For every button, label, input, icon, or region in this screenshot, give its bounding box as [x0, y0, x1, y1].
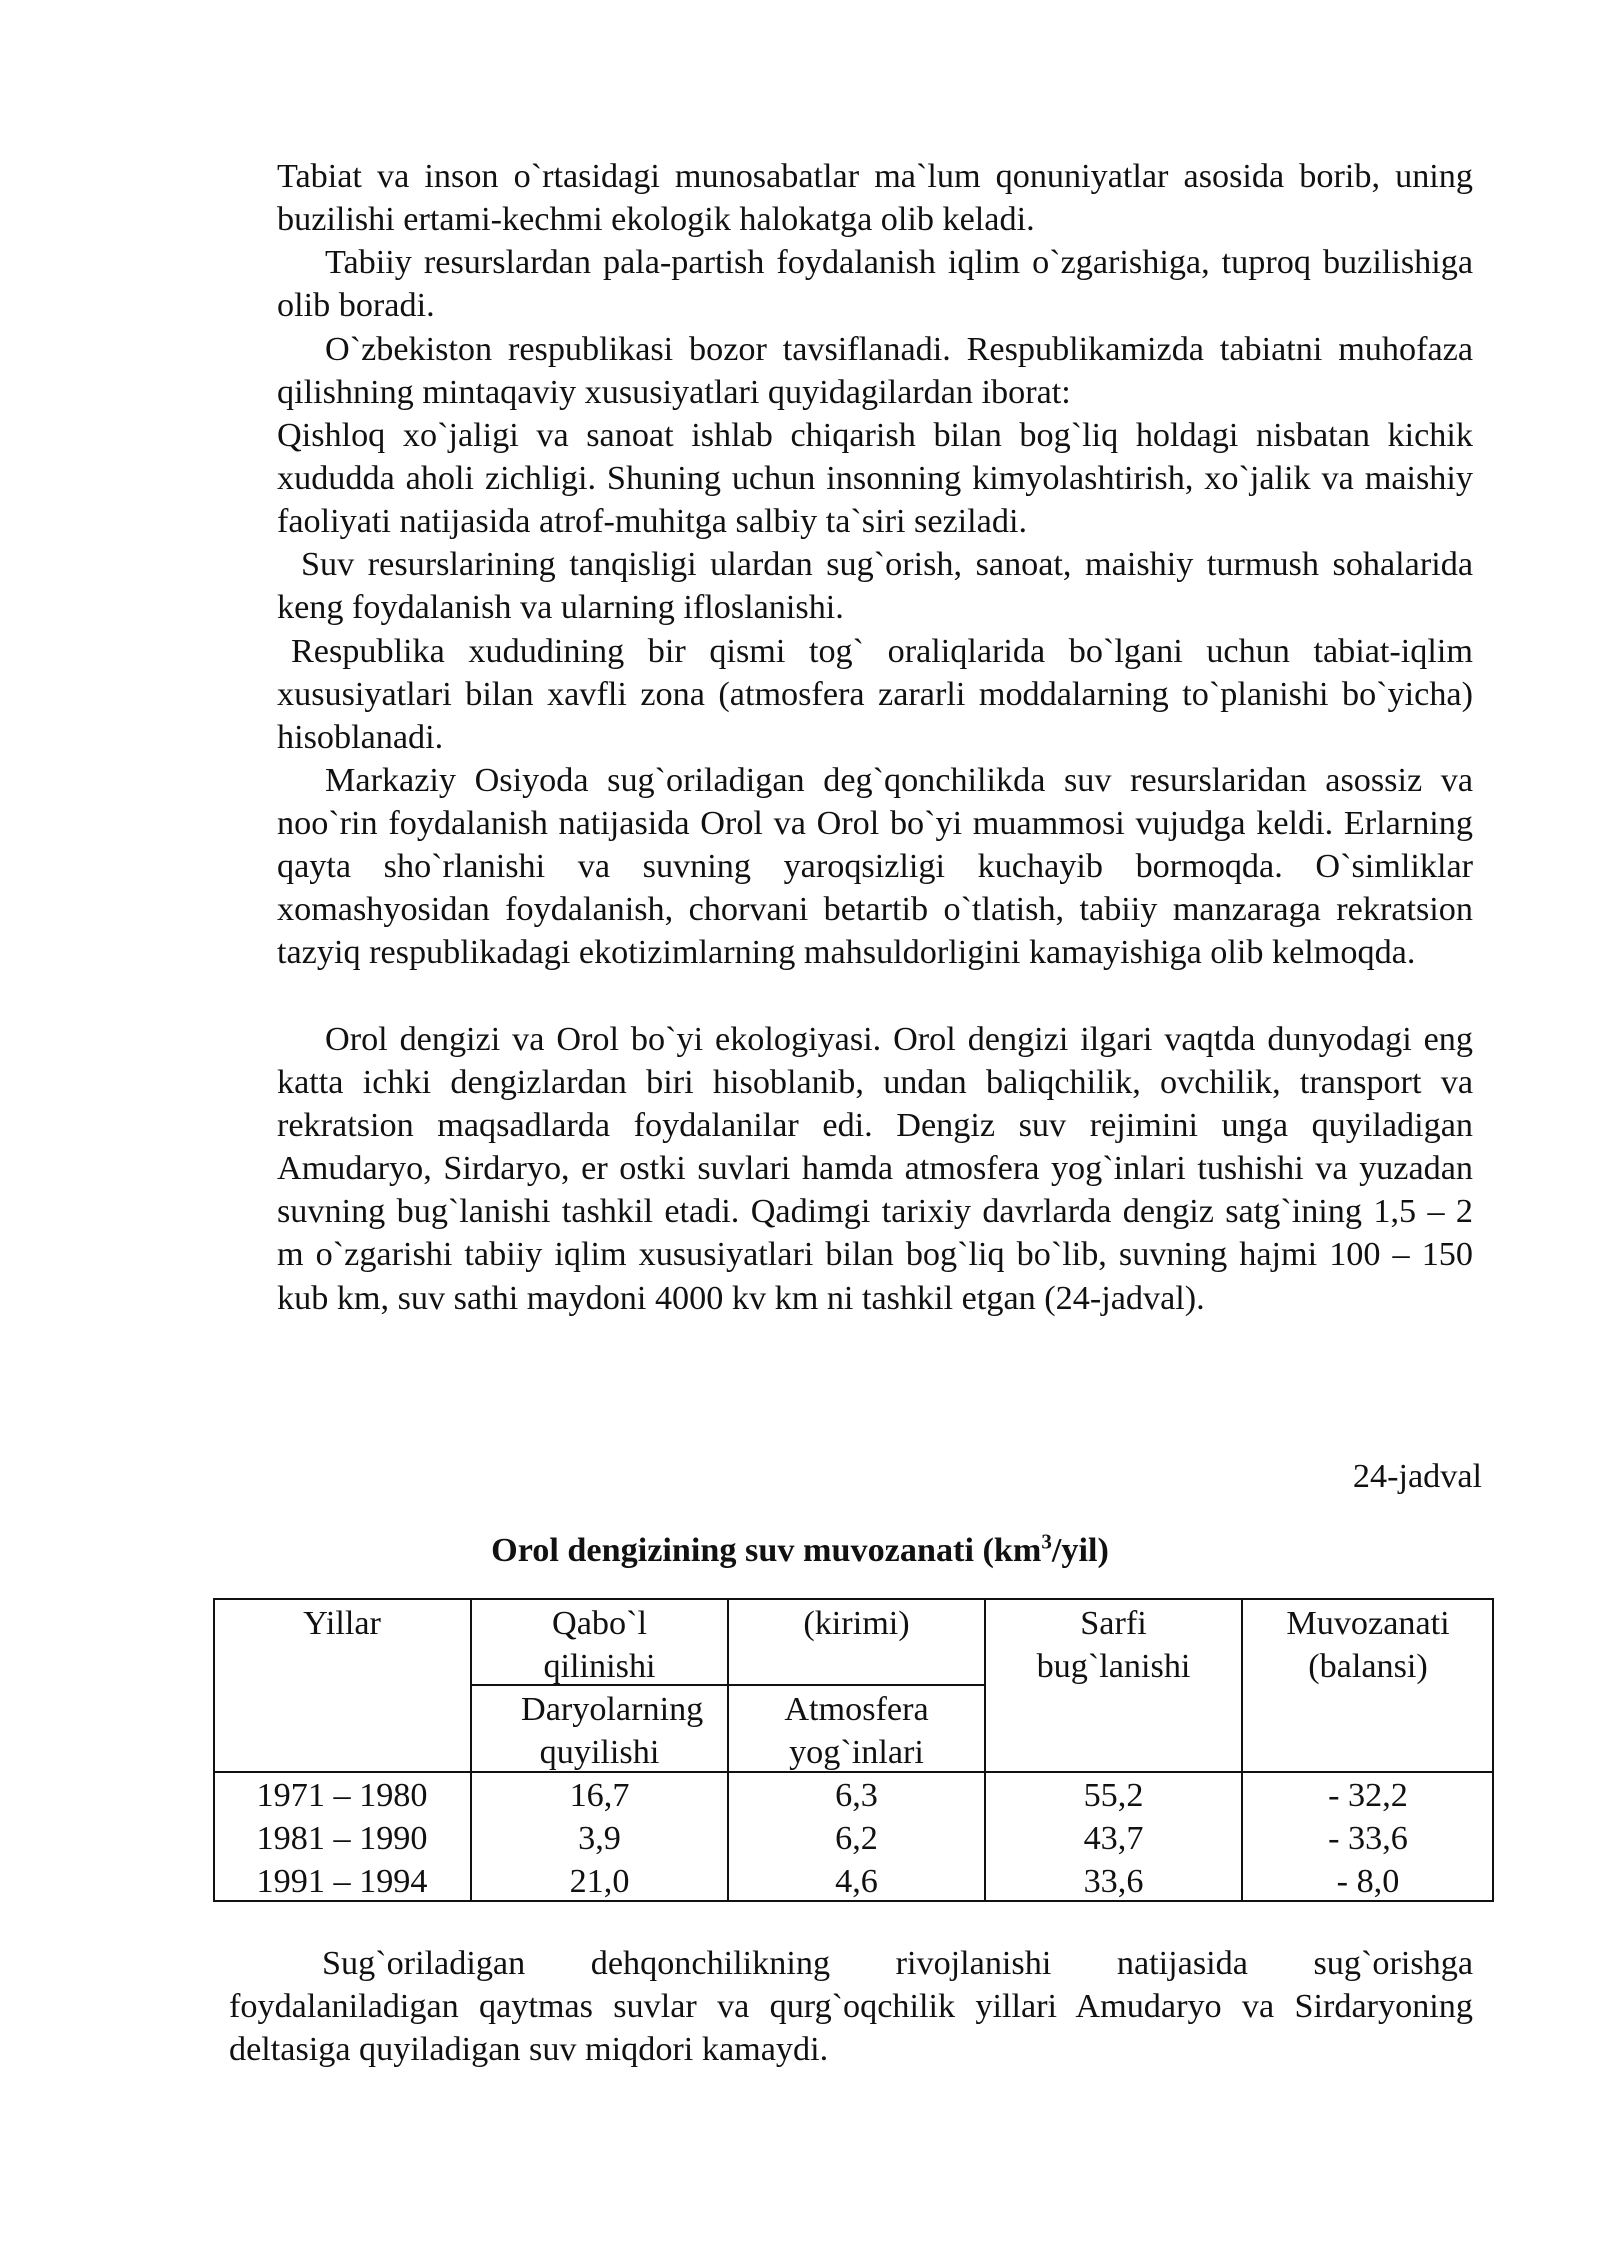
row-1-precipitation: 6,3	[835, 1777, 878, 1814]
row-3-years: 1991 – 1994	[256, 1863, 428, 1900]
table-number: 24-jadval	[1352, 1458, 1482, 1495]
paragraph-5-text: Suv resurslarining tanqisligi ulardan sug`orish, sanoat, maishiy turmush sohalarida keng foydalanish va ularning ifloslanishi.	[277, 546, 1473, 627]
row-3-rivers: 21,0	[569, 1863, 630, 1900]
paragraph-3-text: O`zbekiston respublikasi bozor tavsiflanadi. Respublikamizda tabiatni muhofaza qilishning mintaqaviy xususiyatlari quyidagilardan iborat:	[277, 331, 1473, 412]
paragraph-3	[277, 328, 1473, 414]
table-title	[0, 1529, 1600, 1570]
row-2-balance: - 33,6	[1328, 1820, 1408, 1857]
row-2-years: 1981 – 1990	[256, 1820, 428, 1857]
header-years: Yillar	[303, 1605, 381, 1642]
paragraph-6	[277, 630, 1473, 759]
paragraph-1: Tabiat va inson o`rtasidagi munosabatlar ma`lum qonuniyatlar asosida borib, uning buzilishi ertami-kechmi ekologik halokatga olib keladi.	[277, 158, 1473, 239]
row-3-evaporation: 33,6	[1083, 1863, 1144, 1900]
table-title-superscript: 3	[1041, 1529, 1052, 1554]
water-balance-table	[213, 1598, 1494, 1902]
paragraph-8	[277, 1018, 1473, 1320]
paragraph-4: Qishloq xo`jaligi va sanoat ishlab chiqarish bilan bog`liq holdagi nisbatan kichik xududda aholi zichligi. Shuning uchun insonning kimyolashtirish, xo`jalik va maishiy faoliyati natijasida atrof-muhitga salbiy ta`siri seziladi.	[277, 417, 1473, 541]
paragraph-8-text: Orol dengizi va Orol bo`yi ekologiyasi. Orol dengizi ilgari vaqtda dunyodagi eng katta ichki dengizlardan biri hisoblanib, undan baliqchilik, ovchilik, transport va rekratsion maqsadlarda foydalanilar edi. Dengiz suv rejimini unga quyiladigan Amudaryo, Sirdaryo, er ostki suvlari hamda atmosfera yog`inlari tushishi va yuzadan suvning bug`lanishi tashkil etadi. Qadimgi tarixiy davrlarda dengiz satg`ining 1,5 – 2 m o`zgarishi tabiiy iqlim xususiyatlari bilan bog`liq bo`lib, suvning hajmi 100 – 150 kub km, suv sathi maydoni 4000 kv km ni tashkil etgan (24-jadval).	[277, 1021, 1473, 1317]
paragraph-2	[277, 241, 1473, 327]
paragraph-6-text: Respublika xududining bir qismi tog` oraliqlarida bo`lgani uchun tabiat-iqlim xususiyatlari bilan xavfli zona (atmosfera zararli moddalarning to`planishi bo`yicha) hisoblanadi.	[277, 633, 1473, 757]
header-precipitation: Atmosfera yog`inlari	[784, 1691, 929, 1771]
table-title-end: /yil)	[1051, 1532, 1109, 1569]
row-1-rivers: 16,7	[569, 1777, 630, 1814]
row-3-balance: - 8,0	[1336, 1863, 1400, 1900]
header-balance: Muvozanati (balansi)	[1286, 1605, 1450, 1685]
row-1-years: 1971 – 1980	[256, 1777, 428, 1814]
table-title-text: Orol dengizining suv muvozanati (km	[491, 1532, 1042, 1569]
row-1-evaporation: 55,2	[1083, 1777, 1144, 1814]
paragraph-2-text: Tabiiy resurslardan pala-partish foydalanish iqlim o`zgarishiga, tuproq buzilishiga olib boradi.	[277, 244, 1473, 325]
row-3-precipitation: 4,6	[835, 1863, 878, 1900]
closing-paragraph	[229, 1942, 1473, 2071]
paragraph-7	[277, 759, 1473, 974]
header-expense: Sarfi bug`lanishi	[1036, 1605, 1191, 1685]
header-rivers: Daryolarning quyilishi	[521, 1691, 704, 1771]
paragraph-7-text: Markaziy Osiyoda sug`oriladigan deg`qonchilikda suv resurslaridan asossiz va noo`rin foydalanish natijasida Orol va Orol bo`yi muammosi vujudga keldi. Erlarning qayta sho`rlanishi va suvning yaroqsizligi kuchayib bormoqda. O`simliklar xomashyosidan foydalanish, chorvani betartib o`tlatish, tabiiy manzaraga rekratsion tazyiq respublikadagi ekotizimlarning mahsuldorligini kamayishiga olib kelmoqda.	[277, 762, 1473, 972]
closing-text: Sug`oriladigan dehqonchilikning rivojlanishi natijasida sug`orishga foydalaniladigan qaytmas suvlar va qurg`oqchilik yillari Amudaryo va Sirdaryoning deltasiga quyiladigan suv miqdori kamaydi.	[229, 1945, 1473, 2069]
row-1-balance: - 32,2	[1328, 1777, 1408, 1814]
row-2-precipitation: 6,2	[835, 1820, 878, 1857]
header-inflow: Qabo`l qilinishi	[543, 1605, 656, 1685]
header-inflow-note: (kirimi)	[803, 1605, 910, 1642]
paragraph-5	[277, 543, 1473, 629]
row-2-rivers: 3,9	[578, 1820, 621, 1857]
row-2-evaporation: 43,7	[1083, 1820, 1144, 1857]
